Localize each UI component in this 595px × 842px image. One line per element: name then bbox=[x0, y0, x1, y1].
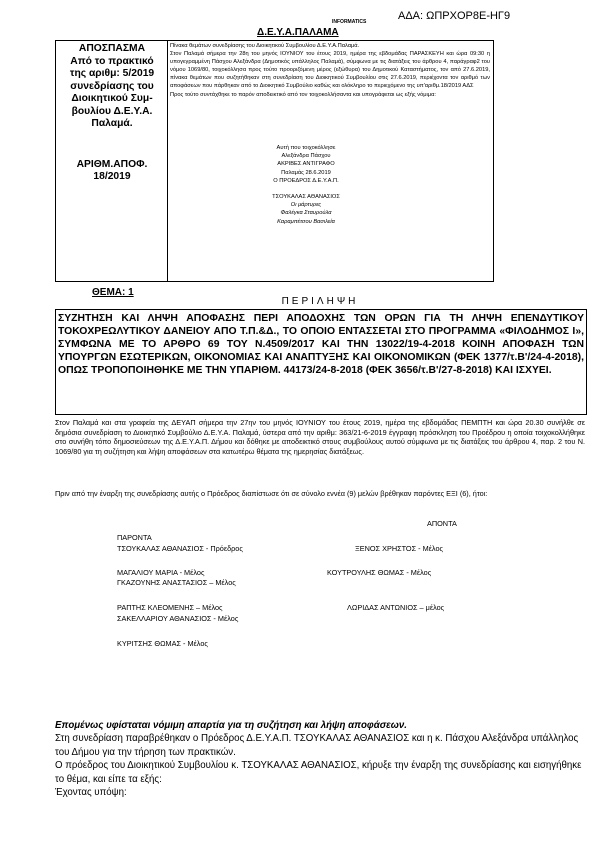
subject-text: ΣΥΖΗΤΗΣΗ ΚΑΙ ΛΗΨΗ ΑΠΟΦΑΣΗΣ ΠΕΡΙ ΑΠΟΔΟΧΗΣ ΤΩΝ ΟΡΩΝ ΓΙΑ ΤΗ ΛΗΨΗ ΕΠΕΝΔΥΤΙΚΟΥ ΤΟΚΟΧΡΕΩΛΥΤΙΚΟΥ ΔΑΝΕΙΟΥ ΑΠΟ Τ.Π.&Δ., ΤΟ ΟΠΟΙΟ ΕΝΤΑΣΣΕΤΑΙ ΣΤΟ ΠΡΟΓΡΑΜΜΑ «ΦΙΛΟΔΗΜΟΣ Ι», ΣΥΜΦΩΝΑ ΜΕ ΤΟ ΑΡΘΡΟ 69 ΤΟΥ Ν.4509/2017 ΚΑΙ ΤΗΝ 13022/19-4-2018 ΚΟΙΝΗ ΑΠΟΦΑΣΗ ΤΩΝ ΥΠΟΥΡΓΩΝ ΕΣΩΤΕΡΙΚΩΝ, ΟΙΚΟΝΟΜΙΑΣ ΚΑΙ ΑΝΑΠΤΥΞΗΣ ΚΑΙ ΟΙΚΟΝΟΜΙΚΩΝ (ΦΕΚ 1377/τ.Β'/24-4-2018), ΟΠΩΣ ΤΡΟΠΟΠΟΙΗΘΗΚΕ ΜΕ ΤΗΝ ΥΠΑΡΙΘΜ. 44173/24-8-2018 (ΦΕΚ 3656/τ.Β'/27-8-2018) ΚΑΙ ΙΣΧΥΕΙ. bbox=[58, 313, 584, 376]
certificate-paragraph: Πίνακα θεμάτων συνεδρίασης του Διοικητικού Συμβουλίου Δ.Ε.Υ.Α.Παλαμά. bbox=[170, 43, 360, 49]
signature-line: Αλεξάνδρα Πάσχου bbox=[281, 153, 331, 160]
minutes-line: βουλίου Δ.Ε.Υ.Α. bbox=[71, 105, 153, 117]
topic-number: ΘΕΜΑ: 1 bbox=[92, 287, 134, 298]
minutes-line: Από το πρακτικό bbox=[70, 55, 154, 67]
closing-paragraph: Έχοντας υπόψη: bbox=[55, 787, 127, 799]
signature-line: ΑΚΡΙΒΕΣ ΑΝΤΙΓΡΑΦΟ bbox=[277, 161, 335, 168]
absent-member: ΛΩΡΙΔΑΣ ΑΝΤΩΝΙΟΣ – μέλος bbox=[347, 603, 445, 612]
signature-line: Οι μάρτυρες bbox=[290, 202, 322, 209]
present-member: ΓΚΑΖΟΥΝΗΣ ΑΝΑΣΤΑΣΙΟΣ – Μέλος bbox=[117, 578, 236, 587]
closing-paragraph: Ο πρόεδρος του Διοικητικού Συμβουλίου κ. ΤΣΟΥΚΑΛΑΣ ΑΘΑΝΑΣΙΟΣ, κήρυξε την έναρξη της συνεδρίασης και εισηγήθηκε το θέμα, και είπε τα εξής: bbox=[55, 760, 582, 785]
present-member: ΡΑΠΤΗΣ ΚΛΕΟΜΕΝΗΣ – Μέλος bbox=[117, 603, 223, 612]
apospasma-label: ΑΠΟΣΠΑΣΜΑ bbox=[78, 43, 146, 54]
present-member: ΚΥΡΙΤΣΗΣ ΘΩΜΑΣ - Μέλος bbox=[117, 639, 208, 648]
signature-line: Φαλέγκα Σταυρούλα bbox=[280, 210, 332, 217]
absent-member: ΚΟΥΤΡΟΥΛΗΣ ΘΩΜΑΣ - Μέλος bbox=[327, 568, 432, 577]
certificate-paragraph: Στον Παλαμά σήμερα την 28η του μηνός ΙΟΥΝΙΟΥ του έτους 2019, ημέρα της εβδομάδας ΠΑΡΑΣΚΕΥΗ και ώρα 09:30 η υπογεγραμμένη Πάσχου Αλεξάνδρα (Δημοτικός υπάλληλος Παλαμά), σύμφωνα με τις διατάξεις του άρθρου 4, παράγραφ2 του νόμου 1069/80, τοιχοκόλλησα προς τούτο προοριζόμενη μέρος (εξώθυρα) του Δημοτικού Καταστήματος, τον από 27.6.2019, πίνακα θεμάτων που συζητήθηκαν στη συνεδρίαση του Διοικητικού Συμβουλίου στις 27.6.2019, περιέχοντα τον αριθμό των αποφάσεων που πάρθηκαν από το Διοικητικό Συμβούλιο καθώς και ολόκληρο το περιεχόμενο της υπ'αριθμ.18/2019 ΑΔΣ bbox=[170, 51, 490, 90]
posting-certificate bbox=[170, 42, 490, 99]
certificate-paragraph: Προς τούτο συντάχθηκε το παρόν αποδεικτικό από τον τοιχοκολλήσαντα και υπογράφεται ως εξής νόμιμα: bbox=[170, 91, 436, 98]
body-paragraph: Στον Παλαμά και στα γραφεία της ΔΕΥΑΠ σήμερα την 27ην του μηνός ΙΟΥΝΙΟΥ του έτους 2019, ημέρα της εβδομάδας ΠΕΜΠΤΗ και ώρα 20.30 συνήλθε σε δημόσια συνεδρίαση το Διοικητικό Συμβούλιο Δ.Ε.Υ.Α. Παλαμά, ύστερα από την αριθμ: 363/21-6-2019 έγγραφη πρόσκληση του Προέδρου η οποία τοιχοκολλήθηκε στο συνήθη τόπο δημοσιεύσεων της Δ.Ε.Υ.Α.Π. Δήμου και δόθηκε με αποδεικτικό στους συμβούλους αυτού σύμφωνα με τις διατάξεις του άρθρου 4, παρ. 2 του Ν. 1069/80 για τη συζήτηση και λήψη αποφάσεων στα κατωτέρω θέματα της ημερησίας διατάξεως. bbox=[55, 418, 585, 456]
signature-line: Καραμπέτσου Βασιλεία bbox=[277, 218, 335, 225]
decision-number-label: ΑΡΙΘΜ.ΑΠΟΦ. bbox=[76, 158, 148, 170]
decision-number-value: 18/2019 bbox=[93, 171, 131, 182]
body-paragraph: Πριν από την έναρξη της συνεδρίασης αυτής ο Πρόεδρος διαπίστωσε ότι σε σύνολο εννέα (9) μελών βρέθηκαν παρόντες ΕΞΙ (6), ήτοι: bbox=[55, 489, 488, 498]
minutes-line: της αριθμ: 5/2019 bbox=[69, 68, 155, 79]
header-title: Δ.Ε.Υ.Α.ΠΑΛΑΜΑ bbox=[257, 27, 339, 38]
signature-line: Αυτή που τοιχοκόλλησε bbox=[276, 145, 336, 151]
column-divider bbox=[167, 41, 168, 281]
extract-info bbox=[57, 43, 167, 184]
present-member: ΜΑΓΑΛΙΟΥ ΜΑΡΙΑ - Μέλος bbox=[117, 568, 205, 577]
absent-member: ΞΕΝΟΣ ΧΡΗΣΤΟΣ - Μέλος bbox=[355, 544, 444, 553]
minutes-line: συνεδρίασης του bbox=[70, 80, 154, 92]
present-member: ΤΣΟΥΚΑΛΑΣ ΑΘΑΝΑΣΙΟΣ - Πρόεδρος bbox=[117, 544, 243, 553]
absent-label: ΑΠΟΝΤΑ bbox=[427, 519, 457, 528]
quorum-statement: Επομένως υφίσταται νόμιμη απαρτία για τη συζήτηση και λήψη αποφάσεων. bbox=[55, 720, 407, 731]
closing-section bbox=[55, 719, 585, 799]
stamp-text: INFORMATICS bbox=[332, 19, 367, 25]
closing-paragraph: Στη συνεδρίαση παραβρέθηκαν ο Πρόεδρος Δ.Ε.Υ.Α.Π. ΤΣΟΥΚΑΛΑΣ ΑΘΑΝΑΣΙΟΣ και η κ. Πάσχου Αλεξάνδρα υπάλληλος του Δήμου για την τήρηση των πρακτικών. bbox=[55, 733, 579, 758]
signature-block bbox=[216, 144, 396, 226]
extract-box bbox=[55, 40, 494, 282]
subject-box bbox=[55, 309, 587, 415]
minutes-line: Διοικητικού Συμ- bbox=[71, 93, 153, 104]
ada-code: ΑΔΑ: ΩΠΡΧΟΡ8Ε-ΗΓ9 bbox=[398, 10, 511, 22]
signature-line: ΤΣΟΥΚΑΛΑΣ ΑΘΑΝΑΣΙΟΣ bbox=[272, 194, 340, 201]
present-member: ΣΑΚΕΛΛΑΡΙΟΥ ΑΘΑΝΑΣΙΟΣ - Μέλος bbox=[117, 614, 239, 623]
summary-heading: ΠΕΡΙΛΗΨΗ bbox=[281, 296, 359, 307]
minutes-line: Παλαμά. bbox=[91, 118, 133, 129]
signature-line: Παλαμάς 28.6.2019 bbox=[281, 169, 331, 176]
signature-line: Ο ΠΡΟΕΔΡΟΣ Δ.Ε.Υ.Α.Π. bbox=[273, 177, 339, 184]
present-label: ΠΑΡΟΝΤΑ bbox=[117, 533, 152, 542]
